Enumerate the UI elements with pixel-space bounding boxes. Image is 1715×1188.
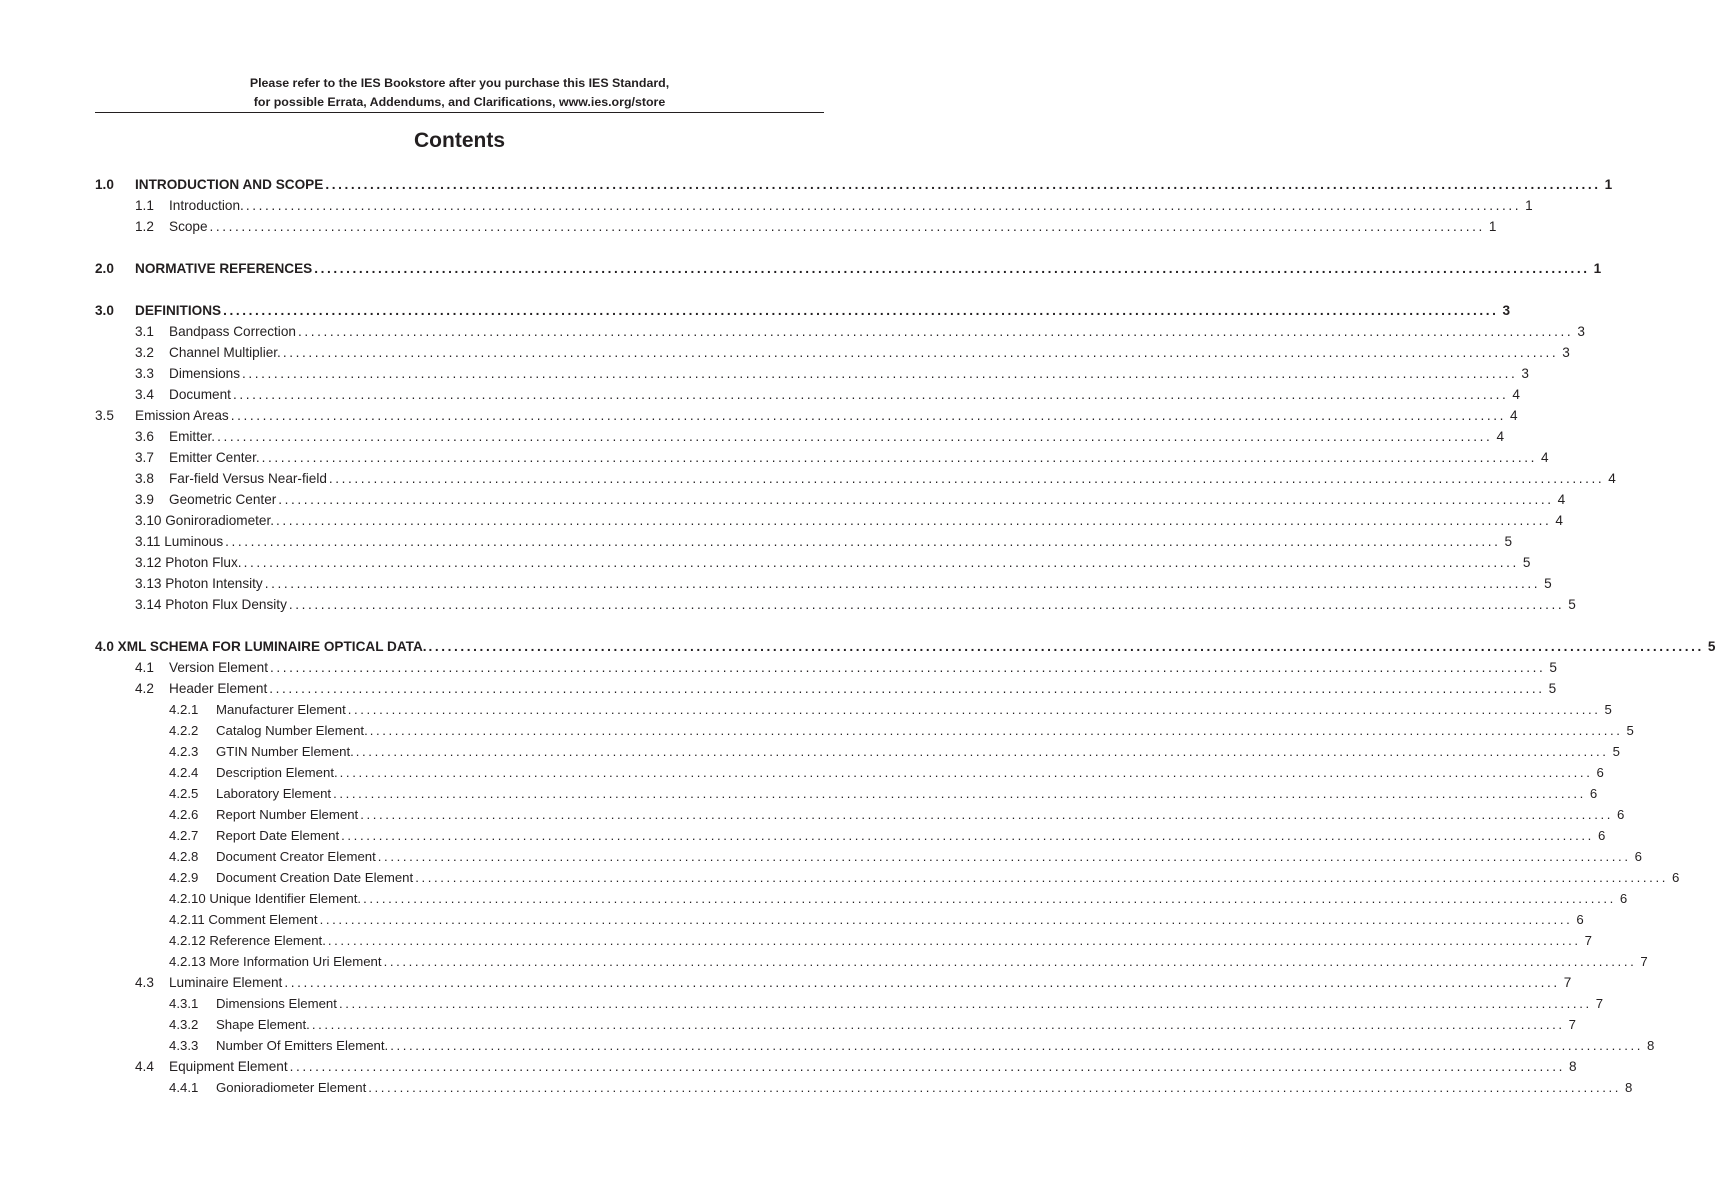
toc-entry-title: Document Creation Date Element [216, 870, 414, 885]
toc-entry-page: 4 [1541, 450, 1549, 465]
toc-entry-title: Shape Element. [216, 1017, 310, 1032]
toc-entry-leader [135, 258, 1602, 279]
toc-entry-page: 6 [1597, 828, 1606, 843]
toc-entry-page: 4 [1512, 387, 1520, 402]
toc-entry-number: 4.2.6 [169, 807, 199, 822]
toc-entry-title: Introduction. [169, 198, 244, 213]
dot-leader: ........................................................................................................................................................................................................ [282, 345, 1559, 360]
toc-entry-leader [216, 825, 1606, 846]
toc-entry-title: Document [169, 387, 231, 402]
toc-entry-leader [169, 321, 1585, 342]
toc-entry[interactable] [95, 762, 1604, 783]
toc-spacer [95, 615, 824, 636]
toc-entry-page: 5 [1504, 534, 1513, 549]
dot-leader: ........................................................................................................................................................................................................ [369, 723, 1623, 738]
toc-entry-page: 6 [1619, 891, 1628, 906]
notice-line-2: for possible Errata, Addendums, and Clarifications, www.ies.org/store [253, 95, 666, 109]
toc-entry[interactable] [95, 384, 1520, 405]
toc-entry[interactable] [95, 510, 1563, 531]
toc-entry-number: 1.2 [135, 219, 154, 234]
dot-leader: ........................................................................................................................................................................................................ [325, 177, 1601, 192]
toc-entry-title: 4.0 XML SCHEMA FOR LUMINAIRE OPTICAL DATA. [95, 639, 427, 654]
toc-entry-page: 5 [1568, 597, 1576, 612]
dot-leader: ........................................................................................................................................................................................................ [230, 408, 1507, 423]
toc-entry[interactable] [95, 531, 1513, 552]
dot-leader: ........................................................................................................................................................................................................ [225, 534, 1501, 549]
toc-entry-title: DEFINITIONS [135, 303, 222, 318]
toc-entry-leader [135, 573, 1552, 594]
toc-entry[interactable] [95, 1056, 1577, 1077]
dot-leader: ........................................................................................................................................................................................................ [297, 324, 1574, 339]
toc-entry-title: Version Element [169, 660, 268, 675]
toc-entry-title: GTIN Number Element. [216, 744, 354, 759]
toc-entry-leader [169, 468, 1616, 489]
toc-entry-title: 4.2.10 Unique Identifier Element. [169, 891, 362, 906]
toc-entry-page: 5 [1612, 744, 1620, 759]
dot-leader: ........................................................................................................................................................................................................ [347, 702, 1601, 717]
toc-entry-page: 1 [1593, 261, 1602, 276]
toc-entry-number: 4.2.8 [169, 849, 199, 864]
toc-entry-leader [169, 678, 1557, 699]
dot-leader: ........................................................................................................................................................................................................ [415, 870, 1668, 885]
toc-entry[interactable] [95, 216, 1497, 237]
toc-entry-title: Description Element. [216, 765, 338, 780]
toc-entry-leader [216, 741, 1620, 762]
toc-entry[interactable] [95, 804, 1625, 825]
toc-entry-leader [135, 552, 1531, 573]
dot-leader: ........................................................................................................................................................................................................ [377, 849, 1631, 864]
dot-leader: ........................................................................................................................................................................................................ [338, 996, 1592, 1011]
toc-entry-number: 3.7 [135, 450, 154, 465]
toc-entry-title: Geometric Center [169, 492, 277, 507]
dot-leader: ........................................................................................................................................................................................................ [217, 429, 1493, 444]
toc-entry-page: 4 [1557, 492, 1566, 507]
toc-entry-leader [169, 195, 1533, 216]
toc-entry-number: 3.2 [135, 345, 154, 360]
toc-entry[interactable] [95, 846, 1642, 867]
toc-entry[interactable] [95, 468, 1616, 489]
toc-entry-leader [169, 909, 1584, 930]
toc-entry-page: 5 [1549, 660, 1557, 675]
toc-entry[interactable] [95, 867, 1680, 888]
toc-entry-title: Catalog Number Element. [216, 723, 368, 738]
toc-entry[interactable] [95, 678, 1557, 699]
toc-entry-number: 4.3.1 [169, 996, 199, 1011]
toc-entry-page: 1 [1488, 219, 1497, 234]
toc-entry-title: 3.13 Photon Intensity [135, 576, 263, 591]
toc-entry-title: Luminaire Element [169, 975, 283, 990]
toc-entry-page: 6 [1634, 849, 1642, 864]
toc-entry-number: 1.1 [135, 198, 154, 213]
toc-entry-title: Gonioradiometer Element [216, 1080, 367, 1095]
dot-leader: ........................................................................................................................................................................................................ [390, 1038, 1643, 1053]
toc-entry-page: 8 [1625, 1080, 1633, 1095]
toc-entry-title: Number Of Emitters Element. [216, 1038, 389, 1053]
toc-entry-number: 3.6 [135, 429, 154, 444]
toc-entry[interactable] [95, 783, 1598, 804]
toc-entry[interactable] [95, 1077, 1633, 1098]
toc-entry[interactable] [95, 993, 1604, 1014]
toc-entry-page: 4 [1496, 429, 1504, 444]
toc-entry[interactable] [95, 552, 1531, 573]
toc-entry-leader [216, 720, 1634, 741]
toc-entry-number: 4.2.1 [169, 702, 199, 717]
toc-entry-title: Dimensions Element [216, 996, 337, 1011]
toc-entry-leader [216, 762, 1604, 783]
toc-entry-number: 4.1 [135, 660, 154, 675]
toc-entry-page: 3 [1521, 366, 1529, 381]
toc-entry-leader [169, 489, 1566, 510]
toc-entry-number: 4.3 [135, 975, 154, 990]
toc-entry-number: 4.4.1 [169, 1080, 199, 1095]
toc-entry-number: 4.2.2 [169, 723, 199, 738]
toc-entry[interactable] [95, 657, 1557, 678]
toc-entry-page: 4 [1510, 408, 1518, 423]
dot-leader: ........................................................................................................................................................................................................ [339, 765, 1593, 780]
toc-entry-page: 7 [1584, 933, 1593, 948]
toc-entry[interactable] [95, 636, 1715, 657]
toc-entry-page: 5 [1522, 555, 1531, 570]
toc-entry-leader [169, 363, 1529, 384]
toc-entry-page: 6 [1671, 870, 1680, 885]
toc-entry[interactable] [95, 909, 1584, 930]
dot-leader: ........................................................................................................................................................................................................ [355, 744, 1609, 759]
toc-entry-title: Dimensions [169, 366, 241, 381]
toc-entry-leader [169, 972, 1572, 993]
toc-entry-title: Emitter. [169, 429, 216, 444]
dot-leader: ........................................................................................................................................................................................................ [284, 975, 1560, 990]
toc-entry[interactable] [95, 1035, 1655, 1056]
toc-entry-number: 3.9 [135, 492, 154, 507]
toc-entry-number: 4.3.2 [169, 1017, 199, 1032]
toc-entry-title: 3.11 Luminous [135, 534, 224, 549]
dot-leader: ........................................................................................................................................................................................................ [383, 954, 1637, 969]
toc-entry-page: 5 [1604, 702, 1612, 717]
dot-leader: ........................................................................................................................................................................................................ [245, 198, 1522, 213]
toc-entry-page: 1 [1525, 198, 1533, 213]
toc-entry-title: Laboratory Element [216, 786, 332, 801]
toc-entry-leader [169, 951, 1648, 972]
toc-entry-number: 3.8 [135, 471, 154, 486]
toc-entry-page: 3 [1562, 345, 1570, 360]
dot-leader: ........................................................................................................................................................................................................ [314, 261, 1590, 276]
header-divider [95, 112, 824, 113]
dot-leader: ........................................................................................................................................................................................................ [360, 807, 1613, 822]
dot-leader: ........................................................................................................................................................................................................ [242, 366, 1518, 381]
toc-entry-page: 8 [1647, 1038, 1655, 1053]
errata-notice [95, 74, 824, 112]
dot-leader: ........................................................................................................................................................................................................ [341, 828, 1594, 843]
toc-spacer [95, 279, 824, 300]
toc-entry-title: Report Date Element [216, 828, 340, 843]
toc-entry-page: 6 [1589, 786, 1598, 801]
toc-entry-page: 5 [1707, 639, 1715, 654]
dot-leader: ........................................................................................................................................................................................................ [264, 576, 1541, 591]
toc-entry-leader [216, 699, 1612, 720]
toc-entry-number: 4.2.3 [169, 744, 199, 759]
toc-entry-number: 3.3 [135, 366, 154, 381]
toc-entry[interactable] [95, 930, 1593, 951]
toc-entry-title: Emission Areas [135, 408, 229, 423]
toc-entry[interactable] [95, 699, 1612, 720]
toc-entry[interactable] [95, 741, 1620, 762]
toc-entry-leader [169, 447, 1549, 468]
dot-leader: ........................................................................................................................................................................................................ [276, 513, 1552, 528]
table-of-contents [95, 174, 1715, 1098]
toc-entry-page: 4 [1608, 471, 1616, 486]
dot-leader: ........................................................................................................................................................................................................ [311, 1017, 1565, 1032]
dot-leader: ........................................................................................................................................................................................................ [278, 492, 1554, 507]
toc-entry-leader [216, 1014, 1576, 1035]
toc-entry[interactable] [95, 405, 1518, 426]
toc-entry-page: 6 [1616, 807, 1625, 822]
toc-entry-leader [135, 510, 1563, 531]
dot-leader: ........................................................................................................................................................................................................ [363, 891, 1616, 906]
toc-entry-title: Equipment Element [169, 1059, 288, 1074]
toc-entry-page: 6 [1596, 765, 1604, 780]
toc-entry[interactable] [95, 573, 1552, 594]
toc-entry-page: 5 [1626, 723, 1634, 738]
toc-entry-number: 4.2.5 [169, 786, 199, 801]
toc-entry-page: 7 [1563, 975, 1572, 990]
toc-entry-leader [135, 405, 1518, 426]
toc-entry-number: 3.4 [135, 387, 154, 402]
toc-entry-number: 1.0 [95, 177, 114, 192]
toc-entry-leader [169, 384, 1520, 405]
toc-entry[interactable] [95, 951, 1648, 972]
toc-entry-title: Manufacturer Element [216, 702, 346, 717]
toc-entry-leader [95, 636, 1715, 657]
toc-entry-title: NORMATIVE REFERENCES [135, 261, 313, 276]
toc-entry-number: 3.0 [95, 303, 114, 318]
dot-leader: ........................................................................................................................................................................................................ [368, 1080, 1622, 1095]
toc-entry-number: 4.3.3 [169, 1038, 199, 1053]
toc-entry-title: 3.12 Photon Flux. [135, 555, 242, 570]
toc-entry[interactable] [95, 489, 1566, 510]
dot-leader: ........................................................................................................................................................................................................ [270, 660, 1546, 675]
toc-entry-title: 3.14 Photon Flux Density [135, 597, 287, 612]
dot-leader: ........................................................................................................................................................................................................ [288, 597, 1565, 612]
toc-entry-leader [216, 1077, 1633, 1098]
toc-entry-page: 8 [1569, 1059, 1577, 1074]
toc-entry-title: INTRODUCTION AND SCOPE [135, 177, 324, 192]
dot-leader: ........................................................................................................................................................................................................ [428, 639, 1704, 654]
toc-entry-title: Header Element [169, 681, 268, 696]
toc-entry-title: Report Number Element [216, 807, 359, 822]
toc-entry-page: 3 [1577, 324, 1585, 339]
toc-entry[interactable] [95, 195, 1533, 216]
toc-entry[interactable] [95, 825, 1606, 846]
toc-entry-page: 6 [1576, 912, 1584, 927]
toc-entry-leader [135, 300, 1511, 321]
dot-leader: ........................................................................................................................................................................................................ [261, 450, 1538, 465]
toc-entry-title: 4.2.13 More Information Uri Element [169, 954, 382, 969]
toc-entry-leader [169, 342, 1570, 363]
toc-entry-page: 7 [1595, 996, 1604, 1011]
toc-entry-leader [216, 783, 1598, 804]
toc-entry[interactable] [95, 447, 1549, 468]
toc-entry-page: 7 [1568, 1017, 1576, 1032]
toc-entry-leader [169, 1056, 1577, 1077]
toc-entry-page: 5 [1544, 576, 1552, 591]
toc-entry[interactable] [95, 972, 1572, 993]
toc-entry-title: Scope [169, 219, 208, 234]
toc-entry[interactable] [95, 342, 1570, 363]
toc-entry[interactable] [95, 321, 1585, 342]
toc-entry-leader [216, 804, 1625, 825]
toc-entry-leader [216, 846, 1642, 867]
toc-entry-page: 1 [1604, 177, 1613, 192]
toc-entry-title: 3.10 Goniroradiometer. [135, 513, 275, 528]
toc-entry[interactable] [95, 594, 1576, 615]
toc-entry-number: 4.2 [135, 681, 154, 696]
toc-entry-leader [135, 174, 1613, 195]
toc-entry-leader [169, 657, 1557, 678]
dot-leader: ........................................................................................................................................................................................................ [232, 387, 1509, 402]
toc-entry-leader [169, 888, 1628, 909]
toc-entry-leader [169, 426, 1504, 447]
toc-entry-page: 4 [1555, 513, 1563, 528]
dot-leader: ........................................................................................................................................................................................................ [243, 555, 1519, 570]
page-title: Contents [414, 129, 505, 152]
toc-entry[interactable] [95, 258, 1602, 279]
toc-spacer [95, 237, 824, 258]
dot-leader: ........................................................................................................................................................................................................ [319, 912, 1573, 927]
toc-entry-title: Emitter Center. [169, 450, 260, 465]
dot-leader: ........................................................................................................................................................................................................ [269, 681, 1545, 696]
toc-entry-title: 4.2.12 Reference Element. [169, 933, 326, 948]
toc-entry-number: 3.1 [135, 324, 154, 339]
dot-leader: ........................................................................................................................................................................................................ [333, 786, 1586, 801]
toc-entry[interactable] [95, 300, 1511, 321]
dot-leader: ........................................................................................................................................................................................................ [223, 303, 1499, 318]
toc-entry-leader [216, 1035, 1655, 1056]
toc-entry-leader [216, 993, 1604, 1014]
toc-entry[interactable] [95, 888, 1628, 909]
toc-entry-title: Bandpass Correction [169, 324, 296, 339]
toc-entry[interactable] [95, 174, 1613, 195]
dot-leader: ........................................................................................................................................................................................................ [328, 471, 1605, 486]
toc-entry[interactable] [95, 1014, 1576, 1035]
toc-entry-page: 5 [1548, 681, 1557, 696]
toc-entry-leader [216, 867, 1680, 888]
toc-entry-number: 4.2.7 [169, 828, 199, 843]
toc-entry-leader [169, 930, 1593, 951]
toc-entry[interactable] [95, 720, 1634, 741]
toc-entry-number: 4.2.9 [169, 870, 199, 885]
toc-entry[interactable] [95, 363, 1529, 384]
toc-entry[interactable] [95, 426, 1504, 447]
toc-entry-title: Document Creator Element [216, 849, 376, 864]
toc-entry-number: 4.4 [135, 1059, 154, 1074]
toc-entry-leader [135, 594, 1576, 615]
toc-entry-page: 3 [1502, 303, 1511, 318]
toc-entry-number: 2.0 [95, 261, 114, 276]
dot-leader: ........................................................................................................................................................................................................ [289, 1059, 1565, 1074]
toc-entry-title: 4.2.11 Comment Element [169, 912, 318, 927]
toc-entry-leader [169, 216, 1497, 237]
toc-entry-number: 3.5 [95, 408, 114, 423]
toc-entry-page: 7 [1640, 954, 1648, 969]
dot-leader: ........................................................................................................................................................................................................ [327, 933, 1581, 948]
toc-entry-title: Far-field Versus Near-field [169, 471, 327, 486]
dot-leader: ........................................................................................................................................................................................................ [209, 219, 1485, 234]
toc-entry-title: Channel Multiplier. [169, 345, 281, 360]
notice-line-1: Please refer to the IES Bookstore after you purchase this IES Standard, [249, 76, 670, 90]
toc-entry-leader [135, 531, 1513, 552]
toc-entry-number: 4.2.4 [169, 765, 199, 780]
